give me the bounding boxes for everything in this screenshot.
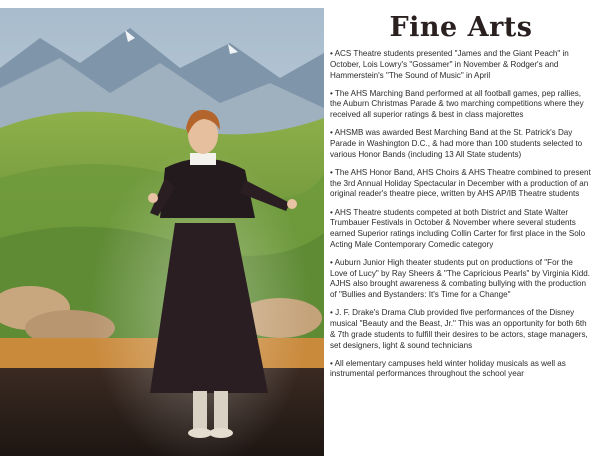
bullet-list: [330, 49, 592, 380]
list-item: • The AHS Marching Band performed at all football games, pep rallies, the Auburn Christmas Parade & two marching competitions where they received all superior ratings & best in class majorettes: [330, 88, 584, 120]
stage-photo: [0, 8, 324, 456]
list-item: • Auburn Junior High theater students put on productions of "For the Love of Lucy" by Ray Sheers & "The Capricious Pearls" by Virginia Kidd. AJHS also brought awareness & combating bullying with the production of "Bullies and Bystanders: It's Time for a Change": [330, 257, 590, 300]
list-item: • J. F. Drake's Drama Club provided five performances of the Disney musical "Beauty and the Beast, Jr." This was an opportunity for both 6th & 7th grade students to fulfill their desires to be actors, stage managers, set designers, light & sound technicians: [330, 308, 588, 350]
list-item: • AHS Theatre students competed at both District and State Walter Trumbauer Festivals in October & November where several students earned Superior ratings including Collin Carter for first place in the Solo Acting Male Contemporary Comedic category: [330, 207, 586, 249]
fine-arts-section: [330, 14, 592, 454]
list-item: • AHSMB was awarded Best Marching Band at the St. Patrick's Day Parade in Washington D.C., & had more than 100 students selected to various Honor Bands (including 13 All State students): [330, 128, 583, 159]
list-item: • ACS Theatre students presented "James and the Giant Peach" in October, Lois Lowry's "Gossamer" in November & Rodger's and Hammerstein's "The Sound of Music" in April: [330, 49, 569, 80]
stage-photo-illustration: [0, 8, 324, 456]
page-title: Fine Arts: [389, 12, 533, 43]
list-item: • All elementary campuses held winter holiday musicals as well as instrumental performances throughout the school year: [330, 358, 566, 379]
list-item: • The AHS Honor Band, AHS Choirs & AHS Theatre combined to present the 3rd Annual Holiday Spectacular in December with a production of an original reader's theatre piece, written by AHS AP/IB Theatre students: [330, 167, 591, 199]
